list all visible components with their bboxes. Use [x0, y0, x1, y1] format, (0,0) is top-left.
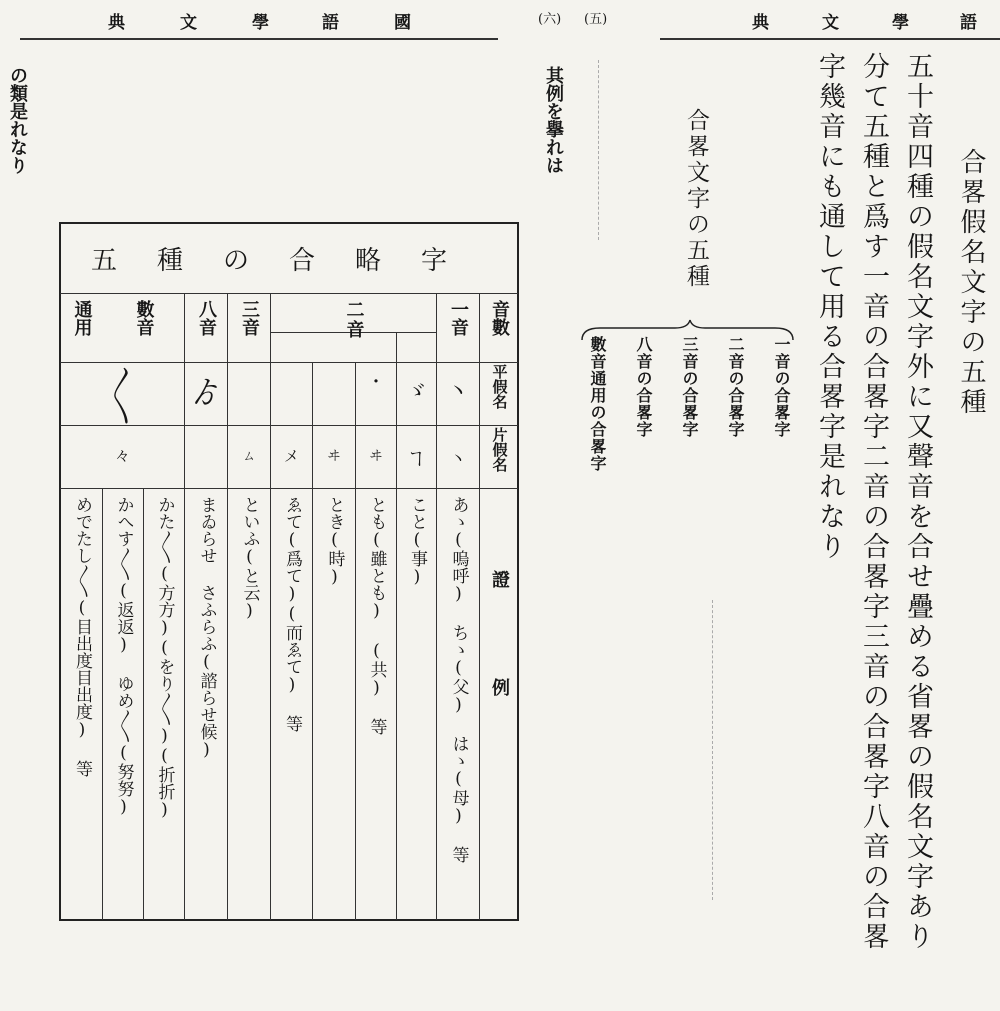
- diagram-item: 一音の合畧字: [772, 336, 791, 438]
- section-title: 合畧假名文字の五種: [956, 148, 986, 418]
- example-cell: こと(事): [407, 496, 427, 587]
- diagram-item: 三音の合畧字: [680, 336, 699, 438]
- example-cell: とも(雖とも) (共) 等: [366, 496, 387, 735]
- right-head-rule: [660, 38, 1000, 40]
- header-label-count: 音數: [489, 300, 510, 336]
- hiragana-glyph: 〱: [107, 380, 138, 415]
- right-running-head-char: 典: [752, 13, 771, 33]
- header-label-katakana: 片假名: [490, 427, 509, 472]
- hiragana-glyph: ゞ: [405, 380, 428, 405]
- hiragana-glyph: 丶: [446, 380, 469, 405]
- group-header-general: 通用: [71, 300, 93, 336]
- example-cell: かた〱(方方)(をり〱)(折折): [154, 496, 175, 820]
- paragraph-line: 字幾音にも通して用る合畧字是れなり: [814, 52, 845, 562]
- right-running-head-char: 學: [892, 13, 911, 33]
- margin-text: の類是れなり: [7, 66, 28, 174]
- hiragana-glyph: ・: [367, 372, 385, 393]
- katakana-glyph: ヰ: [369, 449, 383, 464]
- left-running-head-char: 國: [394, 13, 413, 33]
- table-title: 五種の合略字: [90, 246, 487, 276]
- group-header-multi-sound: 數音: [133, 300, 155, 336]
- group-header-three-sound: 三音: [239, 300, 260, 336]
- group-header-two-sound: 二音: [343, 300, 365, 340]
- intro-text: 其例を擧れは: [543, 66, 564, 174]
- diagram-item: 二音の合畧字: [726, 336, 745, 438]
- example-cell: といふ(と云): [239, 496, 260, 621]
- page-marker-five: (五): [584, 12, 608, 27]
- example-cell: まゐらせ さふらふ(諮らせ候): [196, 496, 217, 760]
- paragraph-line: 分て五種と爲す一音の合畧字二音の合畧字三音の合畧字八音の合畧: [858, 52, 889, 952]
- right-running-head-char: 語: [960, 13, 979, 33]
- example-cell: めでたし〱(目出度目出度) 等: [72, 496, 92, 777]
- group-header-one-sound: 一音: [448, 300, 469, 336]
- example-cell: あゝ(嗚呼) ちゝ(父) はゝ(母) 等: [448, 496, 469, 863]
- page-marker-six: (六): [538, 12, 562, 27]
- header-label-hiragana: 平假名: [490, 364, 509, 409]
- right-running-head-char: 文: [822, 13, 841, 33]
- example-cell: とき(時): [324, 496, 345, 587]
- katakana-glyph: 々: [114, 447, 130, 465]
- header-label-examples: 證例: [489, 570, 510, 786]
- diagram-item: 八音の合畧字: [634, 336, 653, 438]
- left-running-head-char: 學: [252, 13, 271, 33]
- katakana-glyph: ㄙ: [242, 449, 256, 464]
- example-cell: かへす〱(返返) ゆめ〱(努努): [113, 496, 134, 817]
- left-running-head-char: 語: [322, 13, 341, 33]
- paragraph-line: 五十音四種の假名文字外に又聲音を合せ疊める省畧の假名文字あり: [902, 52, 933, 952]
- katakana-glyph: ヰ: [327, 449, 341, 464]
- diagram-item: 數音通用の合畧字: [588, 336, 607, 472]
- katakana-glyph: メ: [283, 447, 299, 465]
- diagram-root: 合畧文字の五種: [683, 108, 709, 290]
- left-running-head-char: 文: [180, 13, 199, 33]
- katakana-glyph: ヿ: [408, 450, 425, 470]
- left-running-head-char: 典: [108, 13, 127, 33]
- example-cell: ゑて(爲て)(而ゑて) 等: [282, 496, 302, 732]
- katakana-glyph: 丶: [449, 450, 467, 470]
- group-header-eight-sound: 八音: [196, 300, 217, 336]
- hiragana-glyph: ゟ: [191, 376, 221, 411]
- left-head-rule: [20, 38, 498, 40]
